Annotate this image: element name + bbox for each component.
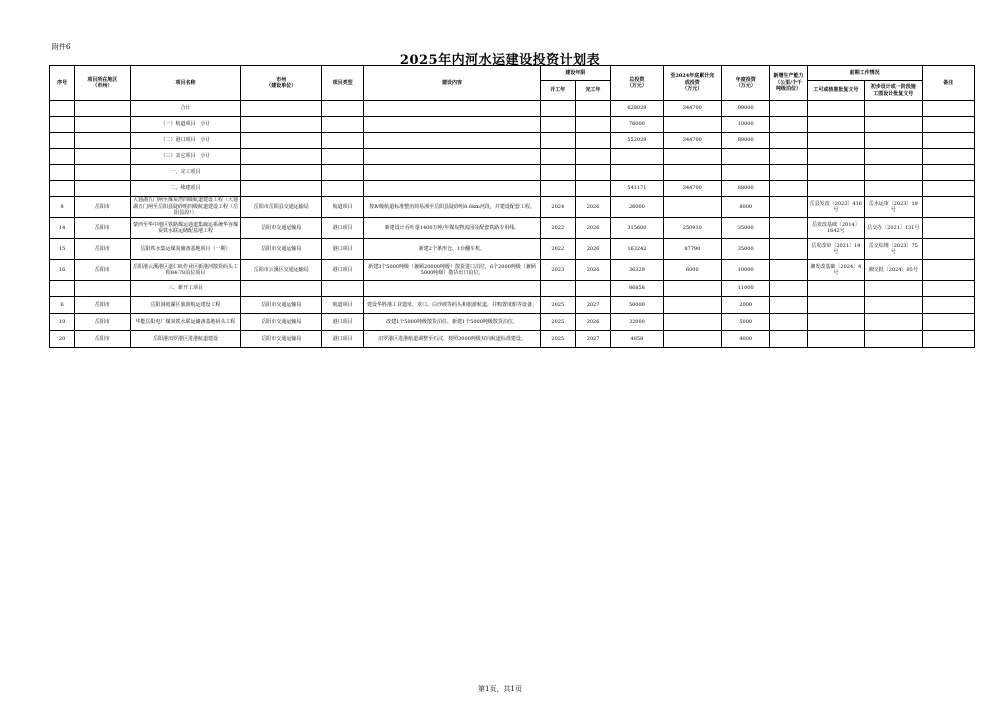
header-name: 项目名称 bbox=[130, 66, 241, 101]
summary-total: 628029 bbox=[611, 101, 663, 117]
header-approval: 工可或核准批复文号 bbox=[807, 81, 864, 101]
cell-remarks bbox=[922, 239, 974, 260]
cell-annual: 8000 bbox=[722, 197, 770, 218]
cell-total: 4858 bbox=[611, 331, 663, 348]
cell-seq: 16 bbox=[50, 260, 75, 281]
cell-approval: 岳发改审〔2021〕19号 bbox=[807, 239, 864, 260]
cell-end: 2026 bbox=[575, 260, 610, 281]
summary-total bbox=[611, 149, 663, 165]
summary-total: 552029 bbox=[611, 133, 663, 149]
cell-start: 2023 bbox=[540, 260, 575, 281]
cell-design: 岳交办〔2021〕131号 bbox=[865, 218, 922, 239]
cell-name: 岳阳铁水集运煤炭储备基地项目（一期） bbox=[130, 239, 241, 260]
cell-start: 2024 bbox=[540, 197, 575, 218]
cell-end: 2026 bbox=[575, 218, 610, 239]
cell-remarks bbox=[922, 331, 974, 348]
header-unit: 市州 （建设单位） bbox=[241, 66, 322, 101]
cell-cumulative bbox=[663, 297, 721, 314]
cell-content: 建设华胜港工业遗址、龙口、白沙坡等码头和旅游航道，并购置度船等设备。 bbox=[364, 297, 540, 314]
cell-content: 新建3个5000吨级（兼顾20000吨级）散货进口泊位，6个2000吨级（兼顾5000吨级）散货出口泊位。 bbox=[364, 260, 540, 281]
cell-capacity bbox=[770, 260, 807, 281]
cell-capacity bbox=[770, 197, 807, 218]
cell-capacity bbox=[770, 239, 807, 260]
section-row-continuing bbox=[50, 181, 975, 197]
cell-cumulative bbox=[663, 331, 721, 348]
cell-design bbox=[865, 297, 922, 314]
cell-name: 岳阳洞庭湖区旅游航运建设工程 bbox=[130, 297, 241, 314]
cell-annual: 35000 bbox=[722, 239, 770, 260]
cell-location: 岳阳市 bbox=[75, 239, 130, 260]
cell-design bbox=[865, 331, 922, 348]
summary-cumulative bbox=[663, 117, 721, 133]
section-label: 二、续建项目 bbox=[130, 181, 241, 197]
cell-start: 2025 bbox=[540, 297, 575, 314]
cell-seq: 8 bbox=[50, 197, 75, 218]
cell-unit: 岳阳市岳阳县交通运输局 bbox=[241, 197, 322, 218]
cell-content: 新建设计吞吐量1400万吨/年煤炭物流园及配套铁路专用线。 bbox=[364, 218, 540, 239]
summary-annual bbox=[722, 149, 770, 165]
cell-design: 岳交综规〔2023〕75号 bbox=[865, 239, 922, 260]
section-cumulative bbox=[663, 165, 721, 181]
header-annual: 年度投资 （万元） bbox=[722, 66, 770, 101]
cell-name: 岳阳港汨罗港区进港航道建设 bbox=[130, 331, 241, 348]
header-period: 建设年限 bbox=[540, 66, 611, 81]
cell-location: 岳阳市 bbox=[75, 314, 130, 331]
cell-capacity bbox=[770, 331, 807, 348]
section-cumulative: 344700 bbox=[663, 181, 721, 197]
cell-total: 50000 bbox=[611, 297, 663, 314]
cell-remarks bbox=[922, 197, 974, 218]
cell-name: 岳阳港云溪港区道仁矶作业区新港河散货码头工程84-78泊位项目 bbox=[130, 260, 241, 281]
cell-unit: 岳阳市交通运输局 bbox=[241, 331, 322, 348]
cell-unit: 岳阳市交通运输局 bbox=[241, 218, 322, 239]
table-row bbox=[50, 197, 975, 218]
cell-start: 2022 bbox=[540, 218, 575, 239]
cell-design: 岳水运审〔2023〕19号 bbox=[865, 197, 922, 218]
cell-approval bbox=[807, 297, 864, 314]
cell-seq: 6 bbox=[50, 297, 75, 314]
cell-type: 港口项目 bbox=[322, 314, 364, 331]
section-label: 一、完工项目 bbox=[130, 165, 241, 181]
cell-approval: 岳县发改〔2023〕416号 bbox=[807, 197, 864, 218]
cell-type: 港口项目 bbox=[322, 239, 364, 260]
page-footer: 第1页，共1页 bbox=[478, 685, 522, 693]
cell-type: 港口项目 bbox=[322, 260, 364, 281]
cell-total: 163242 bbox=[611, 239, 663, 260]
section-total: 86858 bbox=[611, 281, 663, 297]
summary-annual: 89000 bbox=[722, 133, 770, 149]
cell-approval bbox=[807, 331, 864, 348]
header-total: 总投资 （万元） bbox=[611, 66, 663, 101]
cell-end: 2027 bbox=[575, 297, 610, 314]
header-seq: 序号 bbox=[50, 66, 75, 101]
table-row bbox=[50, 239, 975, 260]
cell-seq: 20 bbox=[50, 331, 75, 348]
summary-row-total bbox=[50, 101, 975, 117]
cell-content: 汨罗港区进港航道调整至石汶，按照3000吨级双向航道标准建设。 bbox=[364, 331, 540, 348]
cell-end: 2026 bbox=[575, 197, 610, 218]
section-row-new bbox=[50, 281, 975, 297]
section-label: 三、新开工项目 bbox=[130, 281, 241, 297]
cell-annual: 35000 bbox=[722, 218, 770, 239]
cell-unit: 岳阳市交通运输局 bbox=[241, 239, 322, 260]
cell-location: 岳阳市 bbox=[75, 331, 130, 348]
table-row bbox=[50, 260, 975, 281]
cell-cumulative: 6000 bbox=[663, 260, 721, 281]
header-preliminary: 前期工作情况 bbox=[807, 66, 922, 81]
summary-label: 合计 bbox=[130, 101, 241, 117]
summary-label: （二）港口项目 小计 bbox=[130, 133, 241, 149]
cell-start: 2022 bbox=[540, 239, 575, 260]
cell-seq: 19 bbox=[50, 314, 75, 331]
section-total bbox=[611, 165, 663, 181]
header-design: 初步设计或一阶段施 工图设计批复文号 bbox=[865, 81, 922, 101]
cell-end: 2027 bbox=[575, 331, 610, 348]
section-annual: 11000 bbox=[722, 281, 770, 297]
section-annual bbox=[722, 165, 770, 181]
cell-start: 2025 bbox=[540, 331, 575, 348]
page-title: 2025年内河水运建设投资计划表 bbox=[399, 53, 601, 68]
cell-cumulative bbox=[663, 314, 721, 331]
cell-end: 2026 bbox=[575, 239, 610, 260]
header-remarks: 备注 bbox=[922, 66, 974, 101]
table-row bbox=[50, 297, 975, 314]
header-capacity: 新增生产能力 （公里/个千 吨级泊位） bbox=[770, 66, 807, 101]
cell-approval: 湘发改基础〔2024〕4号 bbox=[807, 260, 864, 281]
cell-remarks bbox=[922, 218, 974, 239]
cell-type: 航道项目 bbox=[322, 197, 364, 218]
cell-type: 港口项目 bbox=[322, 331, 364, 348]
cell-design: 湘交批〔2024〕95号 bbox=[865, 260, 922, 281]
summary-label: （三）其它项目 小计 bbox=[130, 149, 241, 165]
cell-remarks bbox=[922, 260, 974, 281]
summary-row-waterway bbox=[50, 117, 975, 133]
summary-annual: 10000 bbox=[722, 117, 770, 133]
attachment-label: 附件6 bbox=[52, 43, 71, 51]
summary-annual: 99000 bbox=[722, 101, 770, 117]
header-end-year: 完工年 bbox=[575, 81, 610, 101]
header-type: 项目类型 bbox=[322, 66, 364, 101]
cell-end: 2026 bbox=[575, 314, 610, 331]
header-start-year: 开工年 bbox=[540, 81, 575, 101]
table-row bbox=[50, 314, 975, 331]
cell-location: 岳阳市 bbox=[75, 260, 130, 281]
cell-type: 港口项目 bbox=[322, 218, 364, 239]
table-row bbox=[50, 331, 975, 348]
table-row bbox=[50, 218, 975, 239]
section-total: 541171 bbox=[611, 181, 663, 197]
summary-label: （一）航道项目 小计 bbox=[130, 117, 241, 133]
cell-unit: 岳阳市交通运输局 bbox=[241, 314, 322, 331]
summary-row-port bbox=[50, 133, 975, 149]
cell-seq: 15 bbox=[50, 239, 75, 260]
summary-total: 76000 bbox=[611, 117, 663, 133]
summary-row-other bbox=[50, 149, 975, 165]
header-content: 建设内容 bbox=[364, 66, 540, 101]
cell-seq: 14 bbox=[50, 218, 75, 239]
cell-content: 新建2个条形仓、1台翻车机。 bbox=[364, 239, 540, 260]
cell-cumulative: 87790 bbox=[663, 239, 721, 260]
cell-annual: 2000 bbox=[722, 297, 770, 314]
cell-start: 2025 bbox=[540, 314, 575, 331]
cell-content: 改建1个5000吨级散货泊位、新建1个5000吨级散货泊位。 bbox=[364, 314, 540, 331]
cell-annual: 5000 bbox=[722, 314, 770, 331]
cell-total: 36329 bbox=[611, 260, 663, 281]
cell-annual: 10000 bbox=[722, 260, 770, 281]
investment-plan-table bbox=[49, 65, 975, 348]
cell-unit: 岳阳市云溪区交通运输局 bbox=[241, 260, 322, 281]
cell-location: 岳阳市 bbox=[75, 197, 130, 218]
section-annual: 88000 bbox=[722, 181, 770, 197]
cell-capacity bbox=[770, 297, 807, 314]
summary-cumulative: 344700 bbox=[663, 101, 721, 117]
cell-total: 26000 bbox=[611, 197, 663, 218]
cell-unit: 岳阳市交通运输局 bbox=[241, 297, 322, 314]
cell-content: 按Ⅳ级航道标准整治简易洲至岳阳县陡砂咀8.6km河段，并建设配套工程。 bbox=[364, 197, 540, 218]
cell-name: 蒙西至华中地区铁路煤运通道集疏运系统华容煤炭铁水联运储配基地工程 bbox=[130, 218, 241, 239]
cell-design bbox=[865, 314, 922, 331]
cell-name: 华能岳阳电厂煤炭铁水联运储备基地码头工程 bbox=[130, 314, 241, 331]
cell-annual: 4000 bbox=[722, 331, 770, 348]
cell-capacity bbox=[770, 218, 807, 239]
cell-total: 315600 bbox=[611, 218, 663, 239]
cell-cumulative bbox=[663, 197, 721, 218]
cell-location: 岳阳市 bbox=[75, 297, 130, 314]
section-cumulative bbox=[663, 281, 721, 297]
section-row-completed bbox=[50, 165, 975, 181]
cell-approval bbox=[807, 314, 864, 331]
summary-cumulative bbox=[663, 149, 721, 165]
cell-remarks bbox=[922, 297, 974, 314]
cell-name: 大通湖五门闸至煤炭湾四级航道建设工程（大通湖五门闸至岳阳县陡砂咀四级航道建设工程（岳阳县段）） bbox=[130, 197, 241, 218]
cell-approval: 岳发改基础〔2014〕1642号 bbox=[807, 218, 864, 239]
cell-type: 航道项目 bbox=[322, 297, 364, 314]
header-location: 项目所在地区 （市州） bbox=[75, 66, 130, 101]
cell-capacity bbox=[770, 314, 807, 331]
cell-total: 32000 bbox=[611, 314, 663, 331]
cell-remarks bbox=[922, 314, 974, 331]
summary-cumulative: 344700 bbox=[663, 133, 721, 149]
header-cumulative: 至2024年底累计完 成投资 （万元） bbox=[663, 66, 721, 101]
cell-location: 岳阳市 bbox=[75, 218, 130, 239]
cell-cumulative: 250910 bbox=[663, 218, 721, 239]
